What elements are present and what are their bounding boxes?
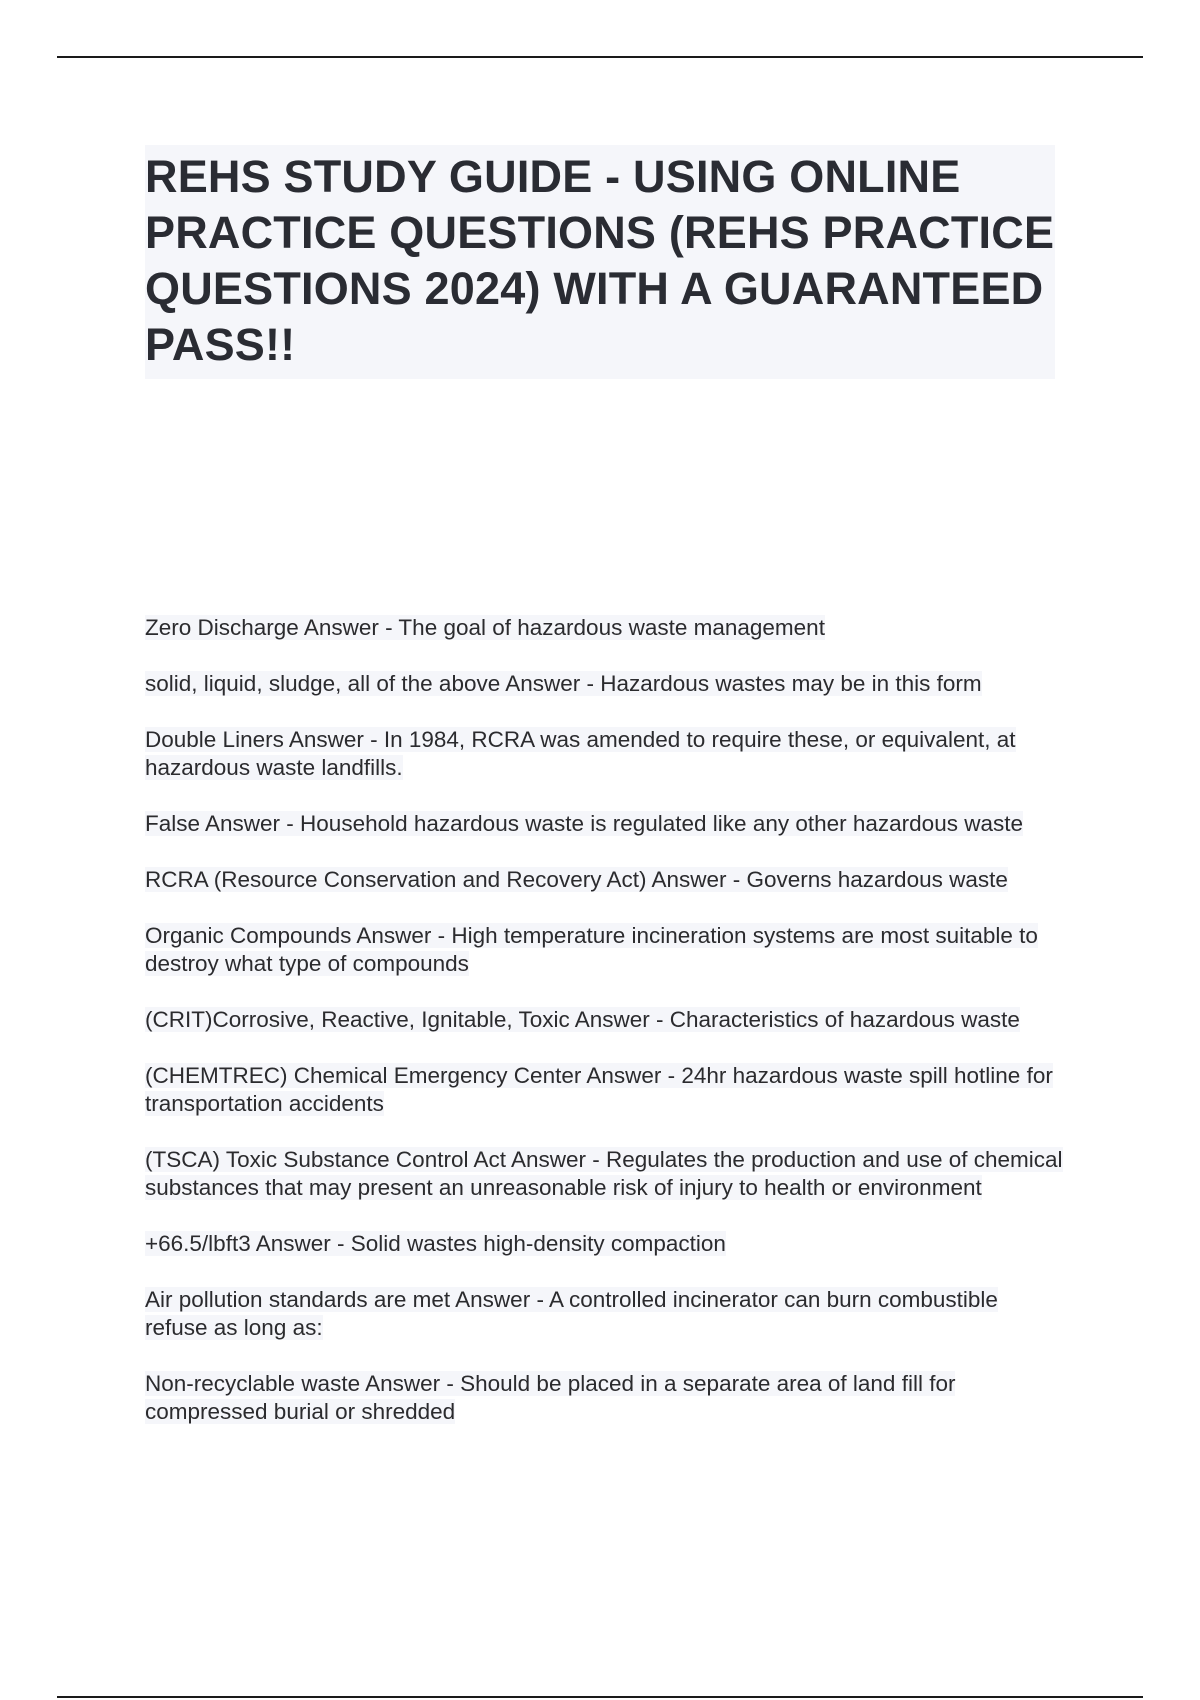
bottom-rule [57, 1696, 1143, 1698]
qa-text: Zero Discharge Answer - The goal of hazardous waste management [145, 615, 825, 640]
list-item [145, 810, 1065, 838]
qa-text: +66.5/lbft3 Answer - Solid wastes high-density compaction [145, 1231, 726, 1256]
list-item [145, 1146, 1065, 1202]
qa-text: RCRA (Resource Conservation and Recovery Act) Answer - Governs hazardous waste [145, 867, 1008, 892]
qa-text: Air pollution standards are met Answer - A controlled incinerator can burn combustible refuse as long as: [145, 1287, 998, 1340]
qa-text: (CHEMTREC) Chemical Emergency Center Answer - 24hr hazardous waste spill hotline for transportation accidents [145, 1063, 1053, 1116]
qa-text: Non-recyclable waste Answer - Should be placed in a separate area of land fill for compressed burial or shredded [145, 1371, 956, 1424]
list-item [145, 726, 1065, 782]
qa-text: (CRIT)Corrosive, Reactive, Ignitable, Toxic Answer - Characteristics of hazardous waste [145, 1007, 1020, 1032]
qa-text: Double Liners Answer - In 1984, RCRA was amended to require these, or equivalent, at hazardous waste landfills. [145, 727, 1016, 780]
list-item [145, 614, 1065, 642]
list-item [145, 1006, 1065, 1034]
list-item [145, 922, 1065, 978]
list-item [145, 866, 1065, 894]
list-item [145, 1370, 1065, 1426]
qa-text: False Answer - Household hazardous waste is regulated like any other hazardous waste [145, 811, 1023, 836]
title-block [145, 145, 1055, 379]
document-title: REHS STUDY GUIDE - USING ONLINE PRACTICE QUESTIONS (REHS PRACTICE QUESTIONS 2024) WITH A GUARANTEED PASS!! [145, 151, 1055, 370]
top-rule [57, 56, 1143, 58]
list-item [145, 670, 1065, 698]
qa-text: Organic Compounds Answer - High temperature incineration systems are most suitable to destroy what type of compounds [145, 923, 1038, 976]
qa-text: (TSCA) Toxic Substance Control Act Answer - Regulates the production and use of chemical substances that may present an unreasonable risk of injury to health or environment [145, 1147, 1063, 1200]
qa-text: solid, liquid, sludge, all of the above Answer - Hazardous wastes may be in this form [145, 671, 982, 696]
list-item [145, 1286, 1065, 1342]
qa-list [145, 614, 1065, 1454]
list-item [145, 1062, 1065, 1118]
list-item [145, 1230, 1065, 1258]
